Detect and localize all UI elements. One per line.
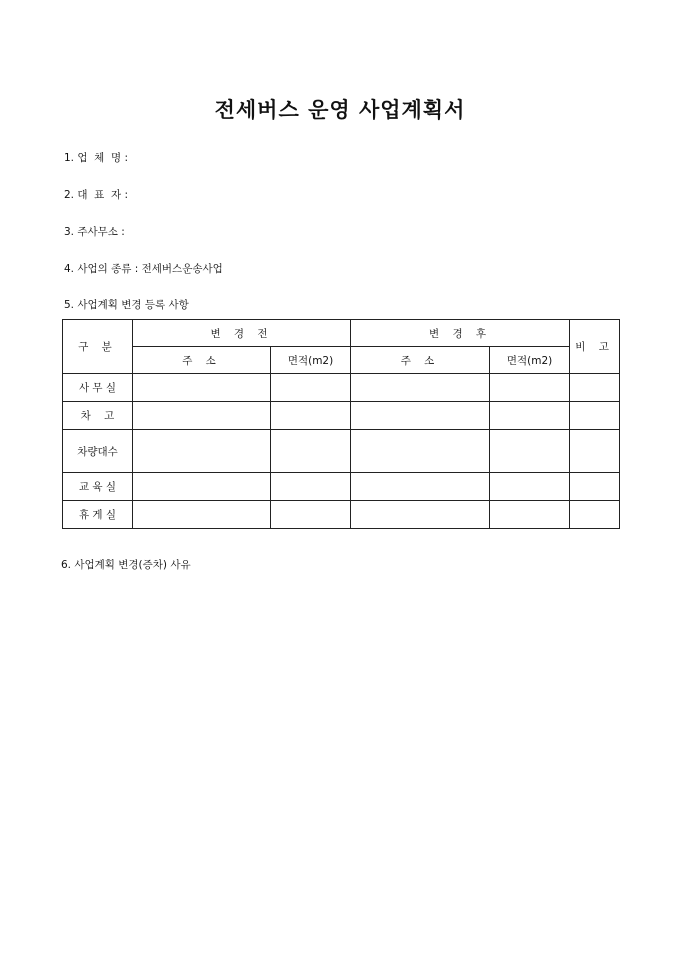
cell[interactable] bbox=[490, 473, 570, 501]
row-label-vehicle-count: 차량대수 bbox=[63, 430, 133, 473]
row-label-office: 사 무 실 bbox=[63, 374, 133, 402]
cell[interactable] bbox=[271, 473, 351, 501]
cell[interactable] bbox=[133, 473, 271, 501]
table-row bbox=[63, 430, 620, 473]
cell[interactable] bbox=[570, 430, 620, 473]
document-title: 전세버스 운영 사업계획서 bbox=[214, 98, 466, 122]
cell[interactable] bbox=[490, 430, 570, 473]
header-before-change: 변 경 전 bbox=[133, 320, 351, 347]
cell[interactable] bbox=[271, 501, 351, 529]
row-label-rest-room: 휴 게 실 bbox=[63, 501, 133, 529]
cell[interactable] bbox=[570, 374, 620, 402]
representative-field: 2. 대 표 자 : bbox=[64, 189, 129, 201]
cell[interactable] bbox=[351, 473, 490, 501]
cell[interactable] bbox=[570, 501, 620, 529]
header-before-address: 주 소 bbox=[133, 347, 271, 374]
cell[interactable] bbox=[351, 374, 490, 402]
header-after-area: 면적(m2) bbox=[490, 347, 570, 374]
header-category: 구 분 bbox=[63, 320, 133, 374]
change-reason-heading: 6. 사업계획 변경(증차) 사유 bbox=[61, 559, 191, 571]
cell[interactable] bbox=[271, 374, 351, 402]
header-before-area: 면적(m2) bbox=[271, 347, 351, 374]
cell[interactable] bbox=[271, 430, 351, 473]
cell[interactable] bbox=[351, 430, 490, 473]
table-row bbox=[63, 402, 620, 430]
cell[interactable] bbox=[490, 402, 570, 430]
cell[interactable] bbox=[570, 473, 620, 501]
table-row bbox=[63, 374, 620, 402]
header-after-change: 변 경 후 bbox=[351, 320, 570, 347]
cell[interactable] bbox=[133, 501, 271, 529]
registration-changes-table bbox=[62, 319, 620, 529]
cell[interactable] bbox=[490, 501, 570, 529]
cell[interactable] bbox=[351, 402, 490, 430]
row-label-garage: 차 고 bbox=[63, 402, 133, 430]
row-label-education-room: 교 육 실 bbox=[63, 473, 133, 501]
header-remarks: 비 고 bbox=[570, 320, 620, 374]
cell[interactable] bbox=[351, 501, 490, 529]
table-row bbox=[63, 473, 620, 501]
registration-changes-heading: 5. 사업계획 변경 등록 사항 bbox=[64, 299, 189, 311]
cell[interactable] bbox=[133, 430, 271, 473]
cell[interactable] bbox=[570, 402, 620, 430]
cell[interactable] bbox=[271, 402, 351, 430]
cell[interactable] bbox=[133, 402, 271, 430]
company-name-field: 1. 업 체 명 : bbox=[64, 152, 129, 164]
header-after-address: 주 소 bbox=[351, 347, 490, 374]
table-row bbox=[63, 501, 620, 529]
main-office-field: 3. 주사무소 : bbox=[64, 226, 125, 238]
cell[interactable] bbox=[133, 374, 271, 402]
cell[interactable] bbox=[490, 374, 570, 402]
business-type-field: 4. 사업의 종류 : 전세버스운송사업 bbox=[64, 263, 223, 275]
